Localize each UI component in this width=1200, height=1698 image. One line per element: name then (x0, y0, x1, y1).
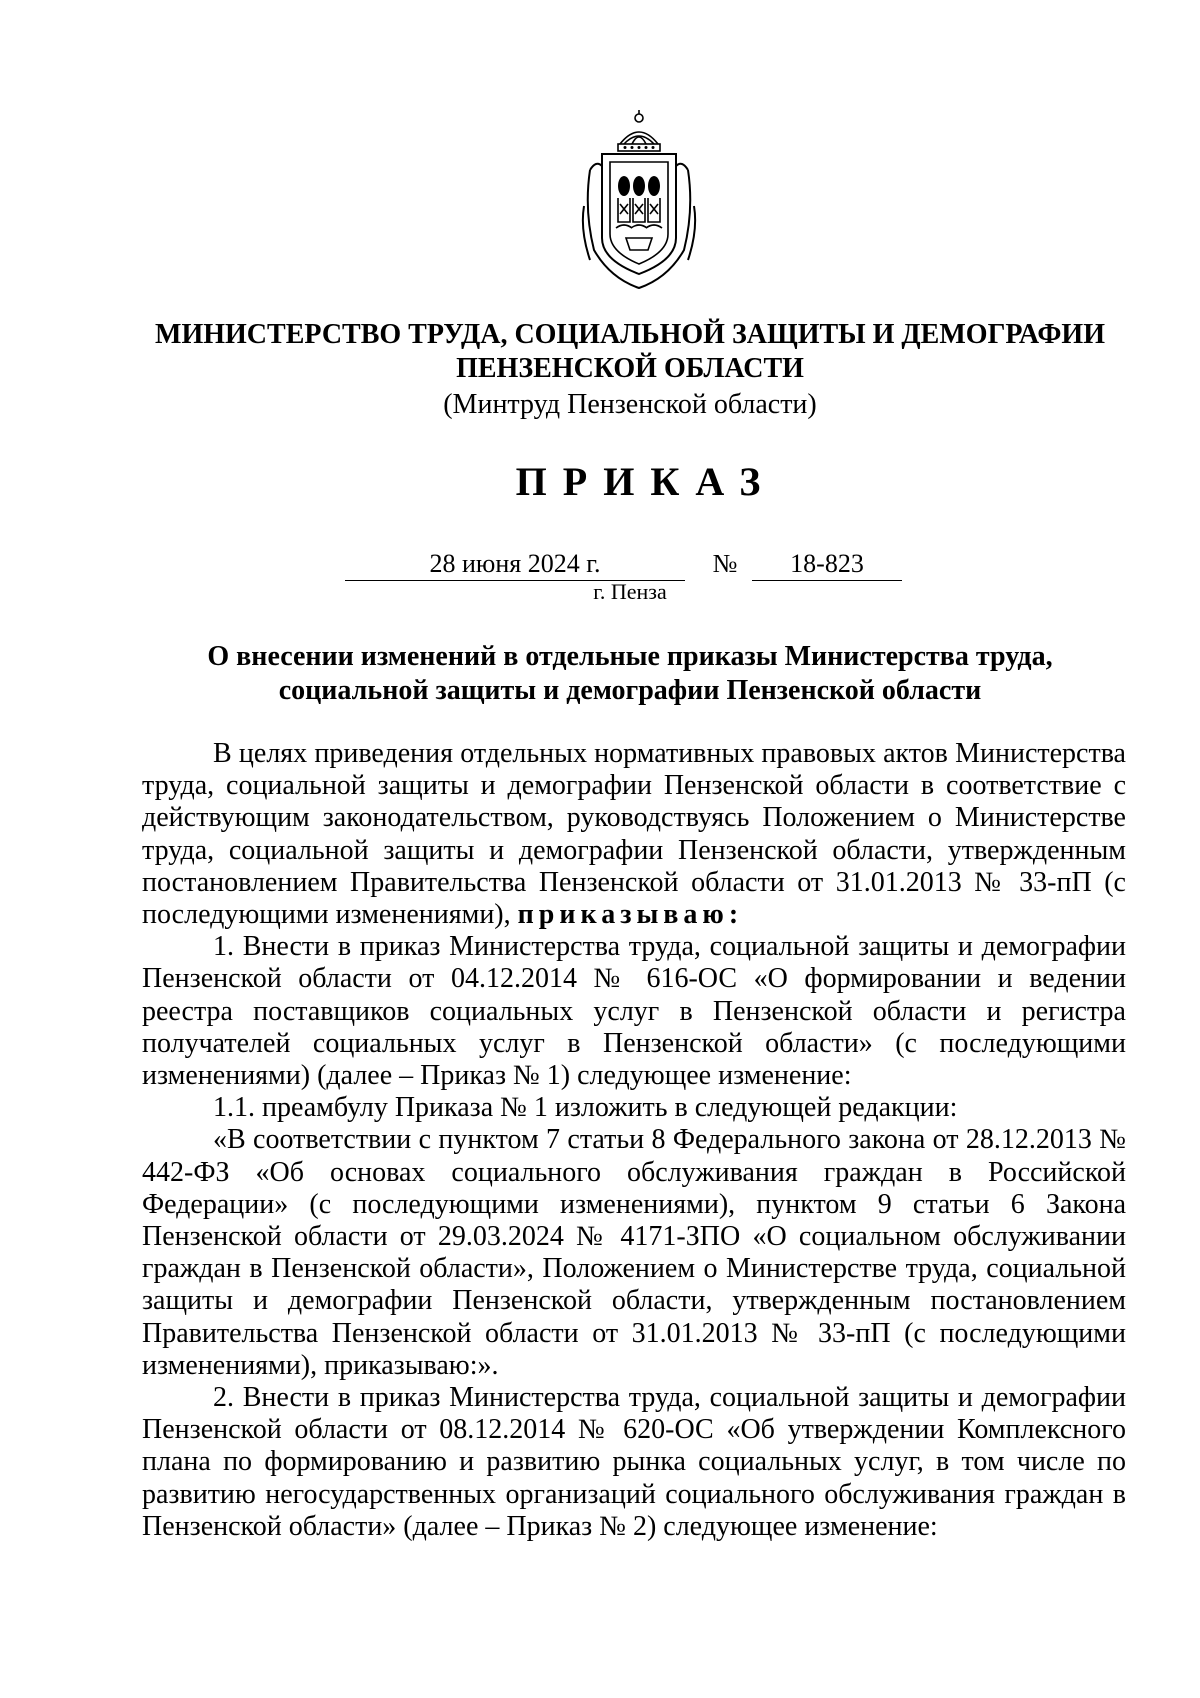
order-date: 28 июня 2024 г. (345, 548, 685, 581)
document-title-line-2: социальной защиты и демографии Пензенской области (278, 675, 982, 706)
paragraph-1-1: 1.1. преамбулу Приказа № 1 изложить в следующей редакции: (213, 1092, 958, 1124)
document-body (142, 738, 1126, 1543)
paragraph-1-quote: «В соответствии с пунктом 7 статьи 8 Федерального закона от 28.12.2013 № 442-ФЗ «Об основах социального обслуживания граждан в Российской Федерации» (с последующими изменениями), пунктом 9 статьи 6 Закона Пензенской области от 29.03.2024 № 4171-ЗПО «О социальном обслуживании граждан в Пензенской области», Положением о Министерстве труда, социальной защиты и демографии Пензенской области, утвержденным постановлением Правительства Пензенской области от 31.01.2013 № 33-пП (с последующими изменениями), приказываю:». (142, 1124, 1126, 1381)
ministry-short-name: (Минтруд Пензенской области) (443, 389, 817, 420)
preamble-paragraph (142, 738, 1126, 931)
preamble-text: В целях приведения отдельных нормативных правовых актов Министерства труда, социальной защиты и демографии Пензенской области в соответствие с действующим законодательством, руководствуясь Положением о Министерстве труда, социальной защиты и демографии Пензенской области, утвержденным постановлением Правительства Пензенской области от 31.01.2013 № 33-пП (с последующими изменениями), (142, 738, 1126, 931)
ministry-name (100, 318, 1160, 386)
document-title-line-1: О внесении изменений в отдельные приказы Министерства труда, (207, 641, 1053, 672)
order-number: 18-823 (752, 548, 902, 581)
coat-of-arms-icon (580, 110, 698, 295)
order-word: приказываю: (517, 899, 744, 931)
paragraph-1: 1. Внести в приказ Министерства труда, социальной защиты и демографии Пензенской области от 04.12.2014 № 616-ОС «О формировании и ведении реестра поставщиков социальных услуг в Пензенской области и регистра получателей социальных услуг в Пензенской области» (с последующими изменениями) (далее – Приказ № 1) следующее изменение: (142, 931, 1126, 1092)
paragraph-2: 2. Внести в приказ Министерства труда, социальной защиты и демографии Пензенской области от 08.12.2014 № 620-ОС «Об утверждении Комплексного плана по формированию и развитию рынка социальных услуг, в том числе по развитию негосударственных организаций социального обслуживания граждан в Пензенской области» (далее – Приказ № 2) следующее изменение: (142, 1382, 1126, 1542)
ministry-name-line-2: ПЕНЗЕНСКОЙ ОБЛАСТИ (456, 353, 804, 384)
number-sign: № (712, 549, 738, 578)
document-title (100, 640, 1160, 708)
ministry-name-line-1: МИНИСТЕРСТВО ТРУДА, СОЦИАЛЬНОЙ ЗАЩИТЫ И ДЕМОГРАФИИ (155, 319, 1105, 350)
issue-city: г. Пенза (593, 579, 667, 604)
document-type: ПРИКАЗ (515, 459, 777, 504)
